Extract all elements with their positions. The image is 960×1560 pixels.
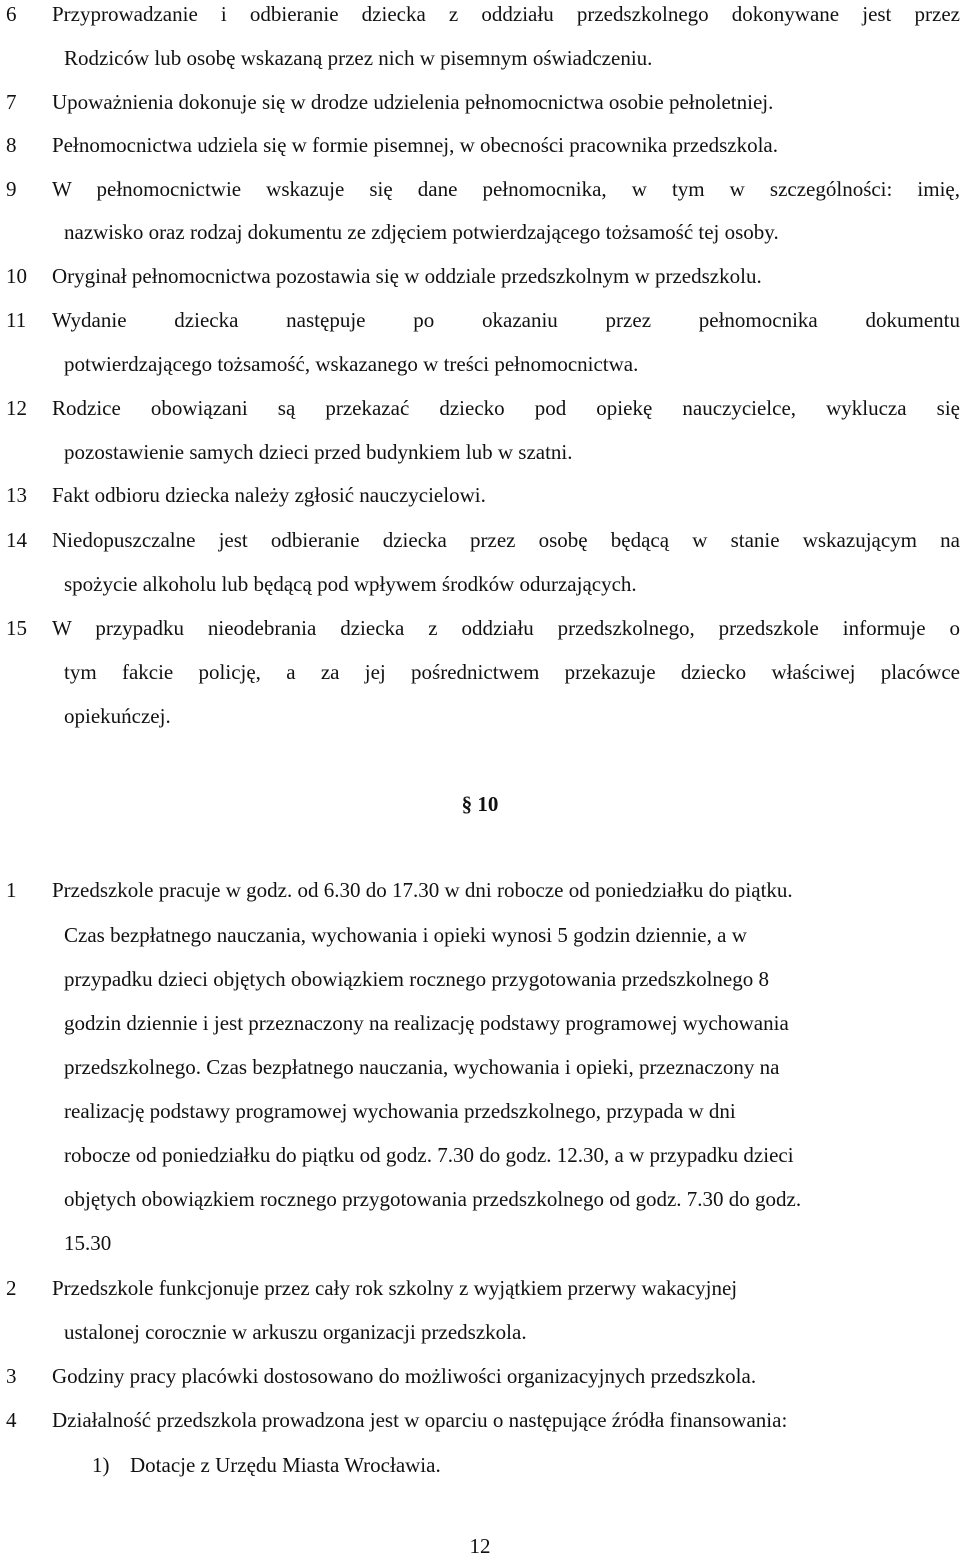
item-text: 15.30 xyxy=(64,1231,112,1255)
item-number: 6 xyxy=(6,2,17,26)
item-number: 9 xyxy=(6,177,17,201)
item-text: Przedszkole pracuje w godz. od 6.30 do 17.30 w dni robocze od poniedziałku do piątku. xyxy=(52,878,793,902)
item-text: ustalonej corocznie w arkuszu organizacji przedszkola. xyxy=(64,1320,527,1344)
item-number: 3 xyxy=(6,1364,17,1388)
item-text: tym fakcie policję, a za jej pośrednictwem przekazuje dziecko właściwej placówce xyxy=(64,660,960,684)
item-number: 4 xyxy=(6,1408,17,1432)
item-number: 10 xyxy=(6,264,27,288)
item-number: 13 xyxy=(6,483,27,507)
item-text: potwierdzającego tożsamość, wskazanego w treści pełnomocnictwa. xyxy=(64,352,639,376)
item-text: opiekuńczej. xyxy=(64,704,171,728)
item-text: realizację podstawy programowej wychowania przedszkolnego, przypada w dni xyxy=(64,1099,736,1123)
item-number: 12 xyxy=(6,396,27,420)
item-text: Przyprowadzanie i odbieranie dziecka z oddziału przedszkolnego dokonywane jest przez xyxy=(52,2,960,26)
item-text: przedszkolnego. Czas bezpłatnego nauczania, wychowania i opieki, przeznaczony na xyxy=(64,1055,780,1079)
item-text: pozostawienie samych dzieci przed budynkiem lub w szatni. xyxy=(64,440,573,464)
item-number: 2 xyxy=(6,1276,17,1300)
page-number-text: 12 xyxy=(469,1534,491,1558)
item-text: Fakt odbioru dziecka należy zgłosić nauczycielowi. xyxy=(52,483,486,507)
item-text: Godziny pracy placówki dostosowano do możliwości organizacyjnych przedszkola. xyxy=(52,1364,757,1388)
item-number: 7 xyxy=(6,90,17,114)
item-text: Przedszkole funkcjonuje przez cały rok szkolny z wyjątkiem przerwy wakacyjnej xyxy=(52,1276,738,1300)
item-number: 11 xyxy=(6,308,27,332)
item-number: 1 xyxy=(6,878,17,902)
item-text: Upoważnienia dokonuje się w drodze udzielenia pełnomocnictwa osobie pełnoletniej. xyxy=(52,90,774,114)
section-heading-text: § 10 xyxy=(461,792,499,816)
item-text: Oryginał pełnomocnictwa pozostawia się w oddziale przedszkolnym w przedszkolu. xyxy=(52,264,762,288)
item-text: W pełnomocnictwie wskazuje się dane pełnomocnika, w tym w szczególności: imię, xyxy=(52,177,960,201)
section-heading xyxy=(0,790,960,818)
item-text: robocze od poniedziałku do piątku od godz. 7.30 do godz. 12.30, a w przypadku dzieci xyxy=(64,1143,794,1167)
item-text: Pełnomocnictwa udziela się w formie pisemnej, w obecności pracownika przedszkola. xyxy=(52,133,779,157)
item-number: 14 xyxy=(6,528,27,552)
item-number: 8 xyxy=(6,133,17,157)
item-text: Rodziców lub osobę wskazaną przez nich w pisemnym oświadczeniu. xyxy=(64,46,653,70)
item-text: Niedopuszczalne jest odbieranie dziecka przez osobę będącą w stanie wskazującym na xyxy=(52,528,960,552)
item-text: godzin dziennie i jest przeznaczony na realizację podstawy programowej wychowania xyxy=(64,1011,789,1035)
item-text: przypadku dzieci objętych obowiązkiem rocznego przygotowania przedszkolnego 8 xyxy=(64,967,769,991)
sub-item-text: Dotacje z Urzędu Miasta Wrocławia. xyxy=(130,1453,441,1477)
item-text: objętych obowiązkiem rocznego przygotowania przedszkolnego od godz. 7.30 do godz. xyxy=(64,1187,802,1211)
item-text: nazwisko oraz rodzaj dokumentu ze zdjęciem potwierdzającego tożsamość tej osoby. xyxy=(64,220,779,244)
item-text: Działalność przedszkola prowadzona jest w oparciu o następujące źródła finansowania: xyxy=(52,1408,788,1432)
item-text: Wydanie dziecka następuje po okazaniu przez pełnomocnika dokumentu xyxy=(52,308,960,332)
item-text: Czas bezpłatnego nauczania, wychowania i opieki wynosi 5 godzin dziennie, a w xyxy=(64,923,747,947)
item-text: Rodzice obowiązani są przekazać dziecko pod opiekę nauczycielce, wyklucza się xyxy=(52,396,960,420)
item-number: 15 xyxy=(6,616,27,640)
item-text: spożycie alkoholu lub będącą pod wpływem środków odurzających. xyxy=(64,572,637,596)
sub-item-number: 1) xyxy=(92,1453,110,1477)
item-text: W przypadku nieodebrania dziecka z oddziału przedszkolnego, przedszkole informuje o xyxy=(52,616,960,640)
